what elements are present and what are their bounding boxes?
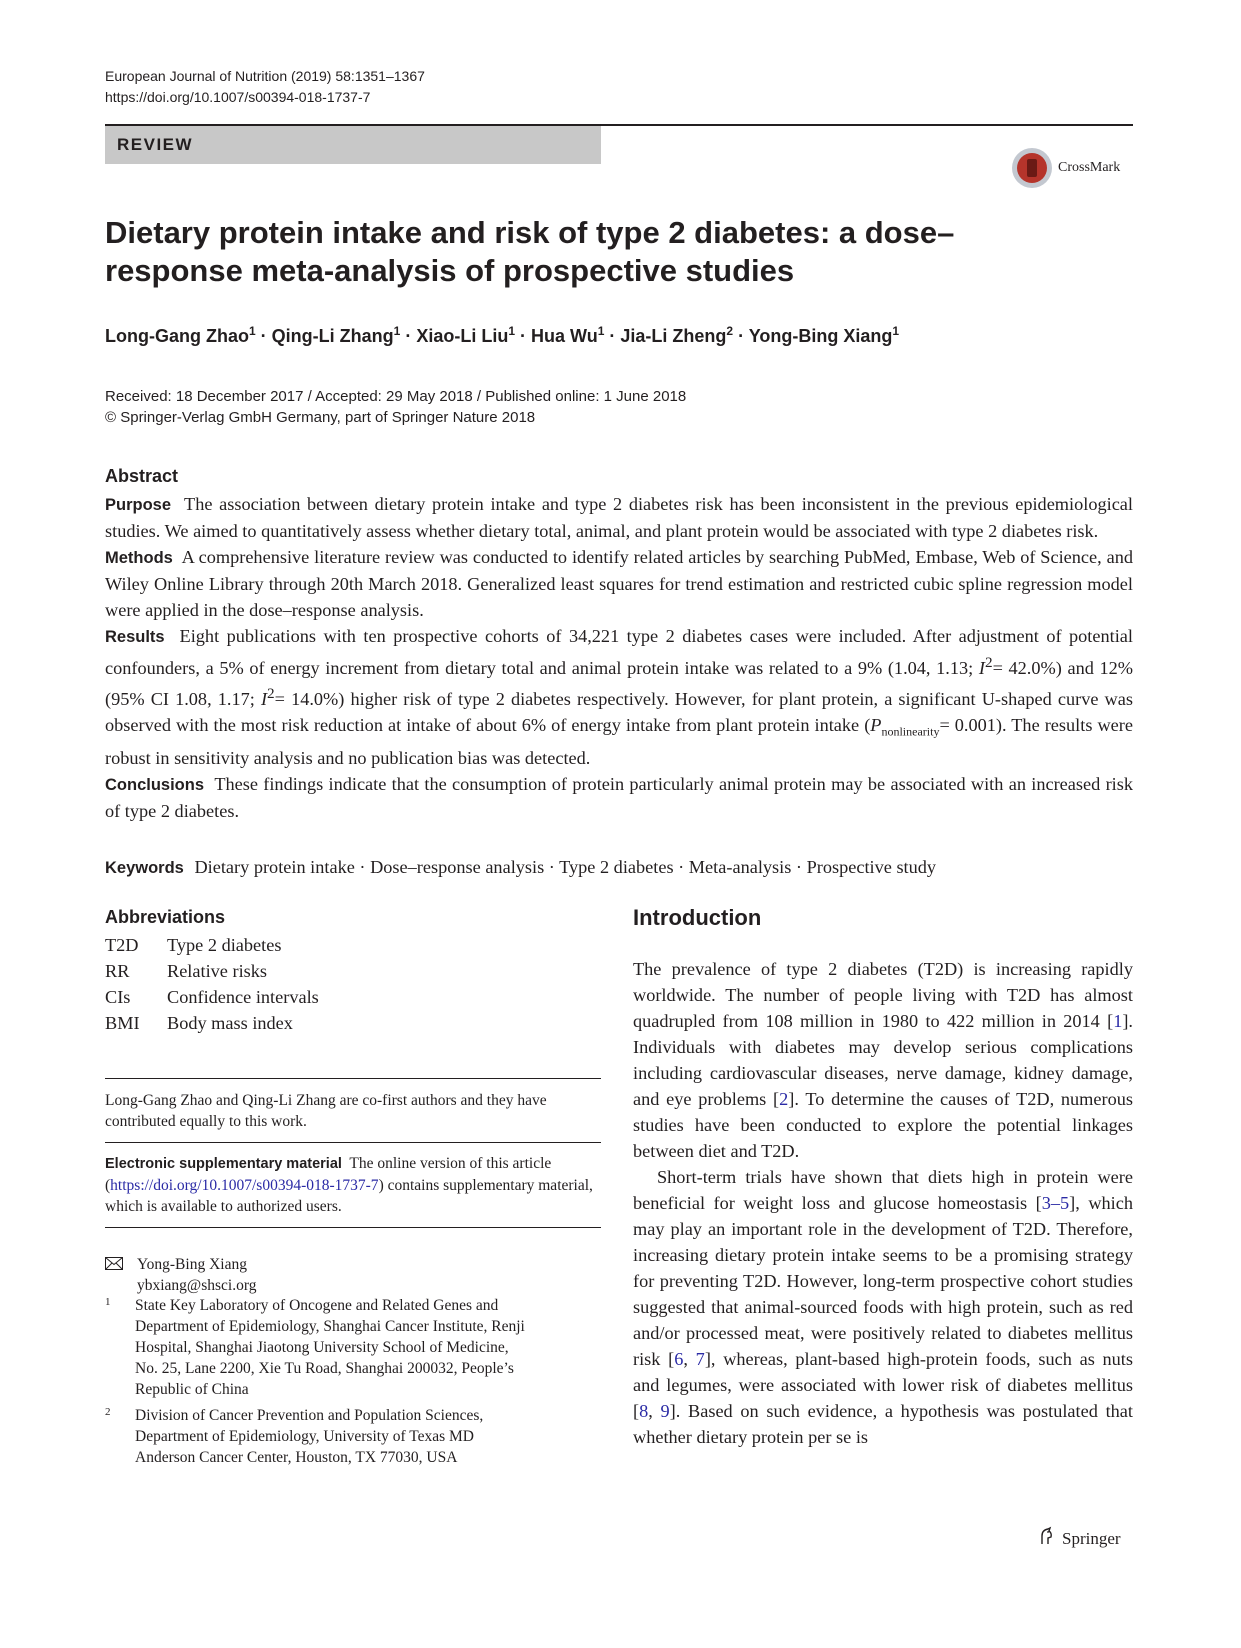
affiliation-text: State Key Laboratory of Oncogene and Related Genes and Department of Epidemiology, Shanghai Cancer Institute, Renji Hospital, Shanghai Jiaotong University School of Medicine, No. 25, Lane 2200, Xie Tu Road, Shanghai 200032, People’s Republic of China: [135, 1297, 525, 1398]
intro-text: ]. Individuals with diabetes may develop serious complications including cardiovascular diseases, nerve damage, kidney damage, and eye problems [: [633, 1011, 1133, 1109]
purpose-label: Purpose: [105, 496, 172, 514]
i2-exponent: 2: [267, 685, 275, 703]
author-aff: 1: [508, 324, 516, 338]
footnote-rule: [105, 1227, 601, 1228]
results-text-d: = 0.001). The results were robust in sensitivity analysis and no publication bias was detected.: [105, 715, 1133, 768]
springer-horse-icon: [1036, 1526, 1056, 1551]
i2-exponent: 2: [984, 654, 993, 671]
results-text-c: = 14.0%) higher risk of type 2 diabetes respectively. However, for plant protein, a significant U-shaped curve was observed with the most risk reduction at intake of about 6% of energy intake from plant protein intake (: [105, 689, 1133, 736]
contact-name: Yong-Bing Xiang: [137, 1256, 247, 1273]
introduction-body: [633, 956, 1133, 1450]
citation-link[interactable]: 1: [1113, 1011, 1123, 1031]
introduction-heading: Introduction: [633, 905, 762, 930]
abstract-results: [105, 623, 1133, 771]
author-aff: 2: [726, 324, 734, 338]
crossmark-label: CrossMark: [1058, 160, 1121, 175]
author-name[interactable]: Hua Wu: [531, 326, 598, 346]
intro-text: The prevalence of type 2 diabetes (T2D) is increasing rapidly worldwide. The number of people living with T2D has almost quadrupled from 108 million in 1980 to 422 million in 2014 [: [633, 959, 1133, 1031]
intro-text: ,: [683, 1349, 696, 1369]
abstract-conclusions: [105, 771, 1133, 824]
affiliation-text: Division of Cancer Prevention and Population Sciences, Department of Epidemiology, University of Texas MD Anderson Cancer Center, Houston, TX 77030, USA: [135, 1407, 484, 1466]
results-text-a: Eight publications with ten prospective cohorts of 34,221 type 2 diabetes cases were included. After adjustment of potential confounders, a 5% of energy increment from dietary total and animal protein intake was related to a 9% (1.04, 1.13;: [105, 626, 1133, 679]
footnote-rule: [105, 1142, 601, 1143]
esm-note: [105, 1153, 601, 1217]
citation-link[interactable]: 7: [695, 1349, 705, 1369]
publisher-name: Springer: [1062, 1528, 1121, 1548]
results-label: Results: [105, 628, 165, 646]
intro-text: ], whereas, plant-based high-protein foods, such as nuts and legumes, were associated with lower risk of diabetes mellitus [: [633, 1349, 1133, 1421]
abstract-methods: [105, 544, 1133, 623]
methods-text: A comprehensive literature review was conducted to identify related articles by searching PubMed, Embase, Web of Science, and Wiley Online Library through 20th March 2018. Generalized least squares for trend estimation and restricted cubic spline regression model were applied in the dose–response analysis.: [105, 547, 1133, 620]
author-name[interactable]: Long-Gang Zhao: [105, 326, 249, 346]
i2-symbol: I: [260, 689, 268, 710]
envelope-icon: [105, 1257, 125, 1271]
intro-text: ,: [648, 1401, 661, 1421]
intro-paragraph: [633, 956, 1133, 1164]
section-label: REVIEW: [117, 135, 194, 154]
affiliation-number: 1: [105, 1296, 111, 1308]
intro-text: Short-term trials have shown that diets high in protein were beneficial for weight loss and glucose homeostasis [: [633, 1167, 1133, 1213]
abbr-meaning: Relative risks: [167, 961, 268, 981]
intro-text: ], which may play an important role in the development of T2D. Therefore, increasing dietary protein intake seems to be a promising strategy for preventing T2D. However, long-term prospective cohort studies suggested that animal-sourced foods with high protein, such as red and/or processed meat, were positively related to diabetes mellitus risk [: [633, 1193, 1134, 1369]
keywords-label: Keywords: [105, 859, 184, 877]
abstract-purpose: [105, 491, 1133, 544]
abbr-meaning: Confidence intervals: [167, 987, 319, 1007]
citation-link[interactable]: 2: [779, 1089, 789, 1109]
methods-label: Methods: [105, 549, 173, 567]
footnote-rule: [105, 1078, 601, 1079]
keywords: [105, 857, 1133, 878]
contact-email[interactable]: ybxiang@shsci.org: [137, 1277, 257, 1294]
conclusions-text: These findings indicate that the consumption of protein particularly animal protein may be associated with an increased risk of type 2 diabetes.: [105, 773, 1134, 821]
abbr-meaning: Type 2 diabetes: [167, 935, 282, 955]
section-band: [105, 126, 601, 164]
intro-text: ]. To determine the causes of T2D, numerous studies have been conducted to explore the potential linkages between diet and T2D.: [633, 1089, 1133, 1161]
abbr-code: RR: [105, 961, 130, 981]
p-symbol: P: [870, 715, 882, 736]
abbreviation-row: [105, 984, 319, 1010]
abbr-code: CIs: [105, 987, 131, 1007]
keywords-text: Dietary protein intake · Dose–response analysis · Type 2 diabetes · Meta-analysis · Prospective study: [194, 857, 937, 877]
esm-text-a: The online version of this article (: [105, 1155, 552, 1194]
citation-link[interactable]: 8: [639, 1401, 649, 1421]
citation-link[interactable]: 9: [660, 1401, 670, 1421]
abstract-heading: Abstract: [105, 466, 179, 486]
author-name[interactable]: Qing-Li Zhang: [271, 326, 394, 346]
author-aff: 1: [892, 324, 900, 338]
publication-dates: [105, 386, 686, 428]
esm-link[interactable]: https://doi.org/10.1007/s00394-018-1737-7: [110, 1177, 379, 1194]
affiliation: [105, 1405, 601, 1468]
abbr-code: BMI: [105, 1013, 140, 1033]
intro-paragraph: [633, 1164, 1133, 1450]
author-aff: 1: [597, 324, 605, 338]
journal-citation: European Journal of Nutrition (2019) 58:1351–1367: [105, 68, 425, 84]
abbreviations-heading: Abbreviations: [105, 907, 226, 927]
article-title: Dietary protein intake and risk of type 2 diabetes: a dose–response meta-analysis of prospective studies: [105, 215, 955, 288]
author-list: Long-Gang Zhao$^1$ · Qing-Li Zhang$^1$ · Xiao-Li Liu$^1$ · Hua $Wu^1 \cdot Jia-Li$ Zheng$^2$ · Yong-Bing Xiang$^1$: [105, 324, 900, 346]
journal-header: [105, 66, 425, 108]
abbreviation-row: [105, 932, 319, 958]
author-aff: 1: [393, 324, 401, 338]
abbreviations-table: [105, 932, 319, 1036]
affiliation-number: 2: [105, 1406, 111, 1418]
purpose-text: The association between dietary protein intake and type 2 diabetes risk has been inconsistent in the previous epidemiological studies. We aimed to quantitatively assess whether dietary total, animal, and plant protein would be associated with type 2 diabetes risk.: [105, 494, 1133, 541]
author-aff: 1: [248, 324, 256, 338]
affiliation: [105, 1295, 601, 1400]
i2-symbol: I: [978, 658, 985, 679]
author-name[interactable]: Jia-Li Zheng: [620, 326, 727, 346]
abbr-code: T2D: [105, 935, 139, 955]
esm-text-b: ) contains supplementary material, which is available to authorized users.: [105, 1177, 593, 1215]
crossmark-icon: [1012, 148, 1052, 188]
citation-link[interactable]: 6: [674, 1349, 684, 1369]
history-dates: Received: 18 December 2017 / Accepted: 29 May 2018 / Published online: 1 June 2018: [105, 388, 687, 405]
p-subscript: nonlinearity: [881, 724, 940, 739]
publisher-logo: [1036, 1526, 1121, 1551]
abbr-meaning: Body mass index: [167, 1013, 293, 1033]
doi-link[interactable]: https://doi.org/10.1007/s00394-018-1737-7: [105, 89, 371, 105]
esm-label: Electronic supplementary material: [105, 1156, 342, 1172]
copyright: © Springer-Verlag GmbH Germany, part of Springer Nature 2018: [105, 409, 536, 426]
intro-text: ]. Based on such evidence, a hypothesis was postulated that whether dietary protein per se is: [633, 1401, 1133, 1447]
abstract-body: [105, 491, 1133, 824]
results-text-b: = 42.0%) and 12% (95% CI 1.08, 1.17;: [105, 658, 1133, 710]
author-name[interactable]: Yong-Bing Xiang: [748, 326, 893, 346]
author-name[interactable]: Xiao-Li Liu: [416, 326, 509, 346]
corresponding-author: [105, 1254, 256, 1296]
abbreviation-row: [105, 958, 319, 984]
citation-link[interactable]: 3–5: [1041, 1193, 1070, 1213]
cofirst-note: Long-Gang Zhao and Qing-Li Zhang are co-first authors and they have contributed equally to this work.: [105, 1092, 547, 1130]
conclusions-label: Conclusions: [105, 775, 205, 794]
abbreviation-row: [105, 1010, 319, 1036]
crossmark-badge[interactable]: [1012, 148, 1120, 188]
